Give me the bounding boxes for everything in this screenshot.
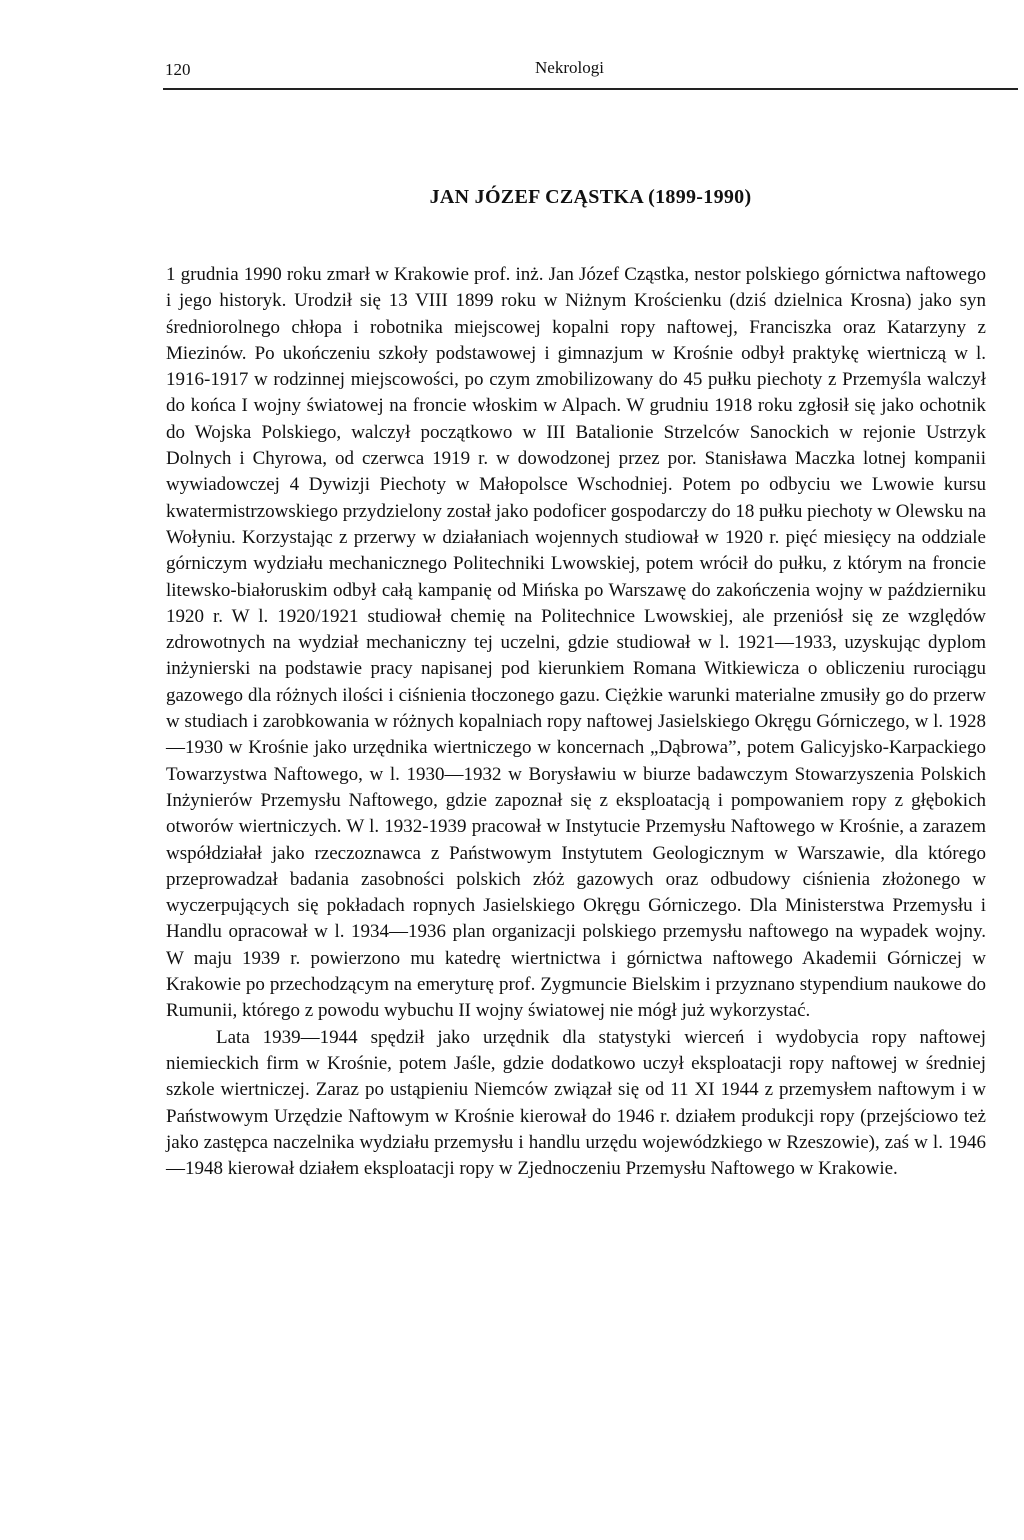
paragraph: Lata 1939—1944 spędził jako urzędnik dla statystyki wierceń i wydobycia ropy naftowej niemieckich firm w Krośnie, potem Jaśle, gdzie dodatkowo uczył eksploatacji ropy naftowej w średniej szkole wiertniczej. Zaraz po ustąpieniu Niemców związał się od 11 XI 1944 z przemysłem naftowym i w Państwowym Urzędzie Naftowym w Krośnie kierował do 1946 r. działem produkcji ropy (przejściowo też jako zastępca naczelnika wydziału przemysłu i handlu urzędu wojewódzkiego w Rzeszowie), zaś w l. 1946—1948 kierował działem eksploatacji ropy w Zjednoczeniu Przemysłu Naftowego w Krakowie. xyxy=(166,1026,986,1180)
article-title: JAN JÓZEF CZĄSTKA (1899-1990) xyxy=(429,186,752,208)
section-name: Nekrologi xyxy=(535,58,604,77)
header-rule xyxy=(163,88,1018,90)
paragraph: 1 grudnia 1990 roku zmarł w Krakowie prof. inż. Jan Józef Cząstka, nestor polskiego górnictwa naftowego i jego historyk. Urodził się 13 VIII 1899 roku w Niżnym Krościenku (dziś dzielnica Krosna) jako syn średniorolnego chłopa i robotnika miejscowej kopalni ropy naftowej, Franciszka oraz Katarzyny z Miezinów. Po ukończeniu szkoły podstawowej i gimnazjum w Krośnie odbył praktykę wiertniczą w l. 1916-1917 w rodzinnej miejscowości, po czym zmobilizowany do 45 pułku piechoty z Przemyśla walczył do końca I wojny światowej na froncie włoskim w Alpach. W grudniu 1918 roku zgłosił się jako ochotnik do Wojska Polskiego, walczył początkowo w III Batalionie Strzelców Sanockich w rejonie Ustrzyk Dolnych i Chyrowa, od czerwca 1919 r. w dowodzonej przez por. Stanisława Maczka lotnej kompanii wywiadowczej 4 Dywizji Piechoty w Małopolsce Wschodniej. Potem po odbyciu we Lwowie kursu kwatermistrzowskiego przydzielony został jako podoficer gospodarczy do 18 pułku piechoty w Olewsku na Wołyniu. Korzystając z przerwy w działaniach wojennych studiował w 1920 r. pięć miesięcy na oddziale górniczym wydziału mechanicznego Politechniki Lwowskiej, potem wrócił do pułku, z którym na froncie litewsko-białoruskim odbył całą kampanię od Mińska po Warszawę do zakończenia wojny w październiku 1920 r. W l. 1920/1921 studiował chemię na Politechnice Lwowskiej, ale przeniósł się ze względów zdrowotnych na wydział mechaniczny tej uczelni, gdzie studiował w l. 1921—1933, uzyskując dyplom inżynierski na podstawie pracy napisanej pod kierunkiem Romana Witkiewicza o obliczeniu rurociągu gazowego dla różnych ilości i ciśnienia tłoczonego gazu. Ciężkie warunki materialne zmusiły go do przerw w studiach i zarobkowania w różnych kopalniach ropy naftowej Jasielskiego Okręgu Górniczego, w l. 1928—1930 w Krośnie jako urzędnika wiertniczego w koncernach „Dąbrowa”, potem Galicyjsko-Karpackiego Towarzystwa Naftowego, w l. 1930—1932 w Borysławiu w biurze badawczym Stowarzyszenia Polskich Inżynierów Przemysłu Naftowego, gdzie zapoznał się z eksploatacją i pompowaniem ropy z głębokich otworów wiertniczych. W l. 1932-1939 pracował w Instytucie Przemysłu Naftowego w Krośnie, a zarazem współdziałał jako rzeczoznawca z Państwowym Instytutem Geologicznym w Warszawie, dla którego przeprowadzał badania zasobności polskich złóż gazowych oraz odbudowy ciśnienia złożonego w wyczerpujących się pokładach ropnych Jasielskiego Okręgu Górniczego. Dla Ministerstwa Przemysłu i Handlu opracował w l. 1934—1936 plan organizacji polskiego przemysłu naftowego na wypadek wojny. W maju 1939 r. powierzono mu katedrę wiertnictwa i górnictwa naftowego Akademii Górniczej w Krakowie po przechodzącym na emeryturę prof. Zygmuncie Bielskim i przyznano stypendium naukowe do Rumunii, którego z powodu wybuchu II wojny światowej nie mógł już wykorzystać. xyxy=(166,264,986,1022)
page-number: 120 xyxy=(165,60,191,79)
running-header xyxy=(163,58,1023,88)
article-body xyxy=(166,262,986,1182)
